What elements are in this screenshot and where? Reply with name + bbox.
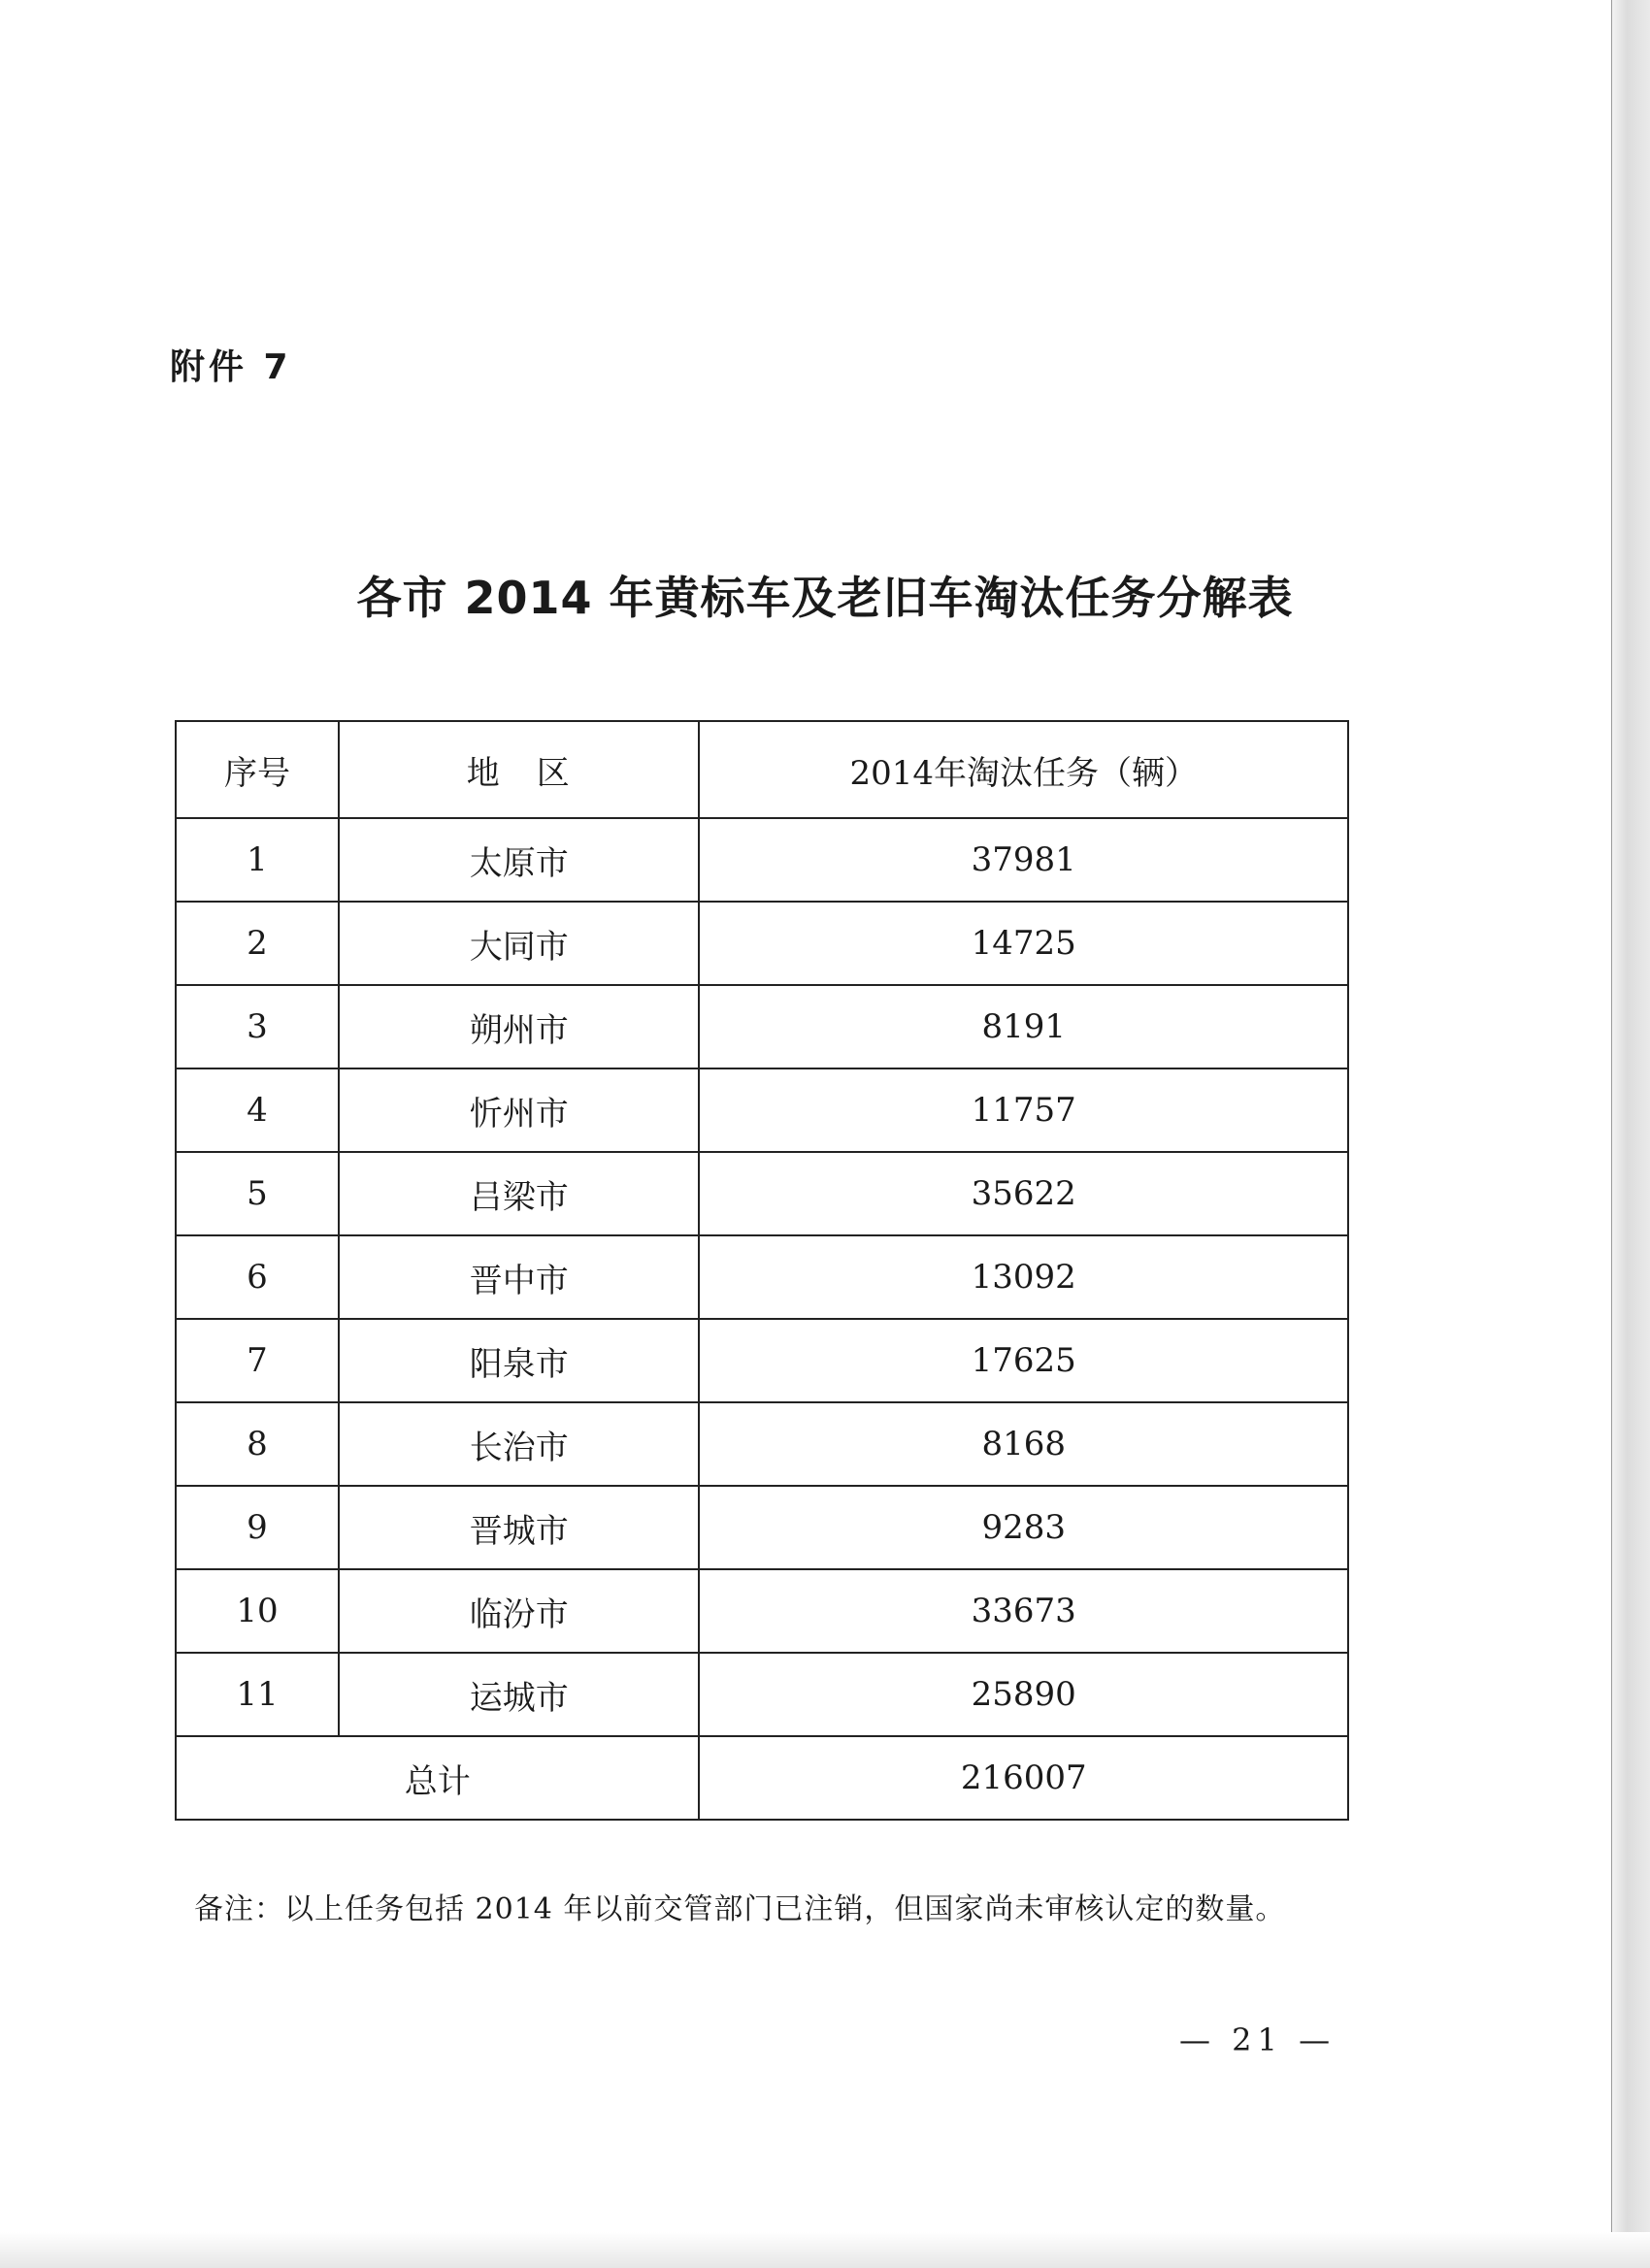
footnote: 备注：以上任务包括 2014 年以前交管部门已注销，但国家尚未审核认定的数量。	[194, 1892, 1286, 1926]
row-region: 阳泉市	[339, 1319, 700, 1402]
row-task: 13092	[699, 1235, 1348, 1319]
row-region: 长治市	[339, 1402, 700, 1486]
row-task: 33673	[699, 1569, 1348, 1653]
row-index: 10	[176, 1569, 339, 1653]
table-row	[176, 985, 1348, 1068]
header-region: 地 区	[339, 721, 700, 818]
row-index: 11	[176, 1653, 339, 1736]
row-region: 临汾市	[339, 1569, 700, 1653]
table-row	[176, 902, 1348, 985]
row-task: 8191	[699, 985, 1348, 1068]
row-index: 9	[176, 1486, 339, 1569]
header-task: 2014年淘汰任务（辆）	[699, 721, 1348, 818]
row-task: 11757	[699, 1068, 1348, 1152]
bottom-edge-shadow	[0, 2232, 1650, 2268]
page-number: — 21 —	[1179, 2021, 1336, 2058]
document-title: 各市 2014 年黄标车及老旧车淘汰任务分解表	[356, 572, 1294, 624]
table-row	[176, 818, 1348, 902]
table-header-row	[176, 721, 1348, 818]
row-region: 晋中市	[339, 1235, 700, 1319]
table-row	[176, 1402, 1348, 1486]
row-index: 1	[176, 818, 339, 902]
row-index: 4	[176, 1068, 339, 1152]
row-task: 17625	[699, 1319, 1348, 1402]
row-index: 3	[176, 985, 339, 1068]
row-region: 晋城市	[339, 1486, 700, 1569]
row-task: 9283	[699, 1486, 1348, 1569]
task-breakdown-table	[175, 720, 1349, 1821]
row-region: 太原市	[339, 818, 700, 902]
row-region: 大同市	[339, 902, 700, 985]
row-task: 8168	[699, 1402, 1348, 1486]
table-row	[176, 1068, 1348, 1152]
row-task: 25890	[699, 1653, 1348, 1736]
total-label: 总计	[176, 1736, 699, 1820]
row-index: 8	[176, 1402, 339, 1486]
page-edge-shadow	[1611, 0, 1650, 2268]
row-region: 运城市	[339, 1653, 700, 1736]
table-total-row	[176, 1736, 1348, 1820]
row-index: 2	[176, 902, 339, 985]
row-index: 7	[176, 1319, 339, 1402]
table-row	[176, 1319, 1348, 1402]
row-index: 5	[176, 1152, 339, 1235]
total-task: 216007	[699, 1736, 1348, 1820]
row-task: 35622	[699, 1152, 1348, 1235]
row-index: 6	[176, 1235, 339, 1319]
row-region: 吕梁市	[339, 1152, 700, 1235]
attachment-label: 附件 7	[170, 347, 292, 387]
page-edge-line	[1611, 0, 1612, 2268]
row-task: 37981	[699, 818, 1348, 902]
table-row	[176, 1152, 1348, 1235]
table-row	[176, 1653, 1348, 1736]
table-row	[176, 1569, 1348, 1653]
row-region: 忻州市	[339, 1068, 700, 1152]
table-row	[176, 1235, 1348, 1319]
header-index: 序号	[176, 721, 339, 818]
row-task: 14725	[699, 902, 1348, 985]
table-row	[176, 1486, 1348, 1569]
row-region: 朔州市	[339, 985, 700, 1068]
